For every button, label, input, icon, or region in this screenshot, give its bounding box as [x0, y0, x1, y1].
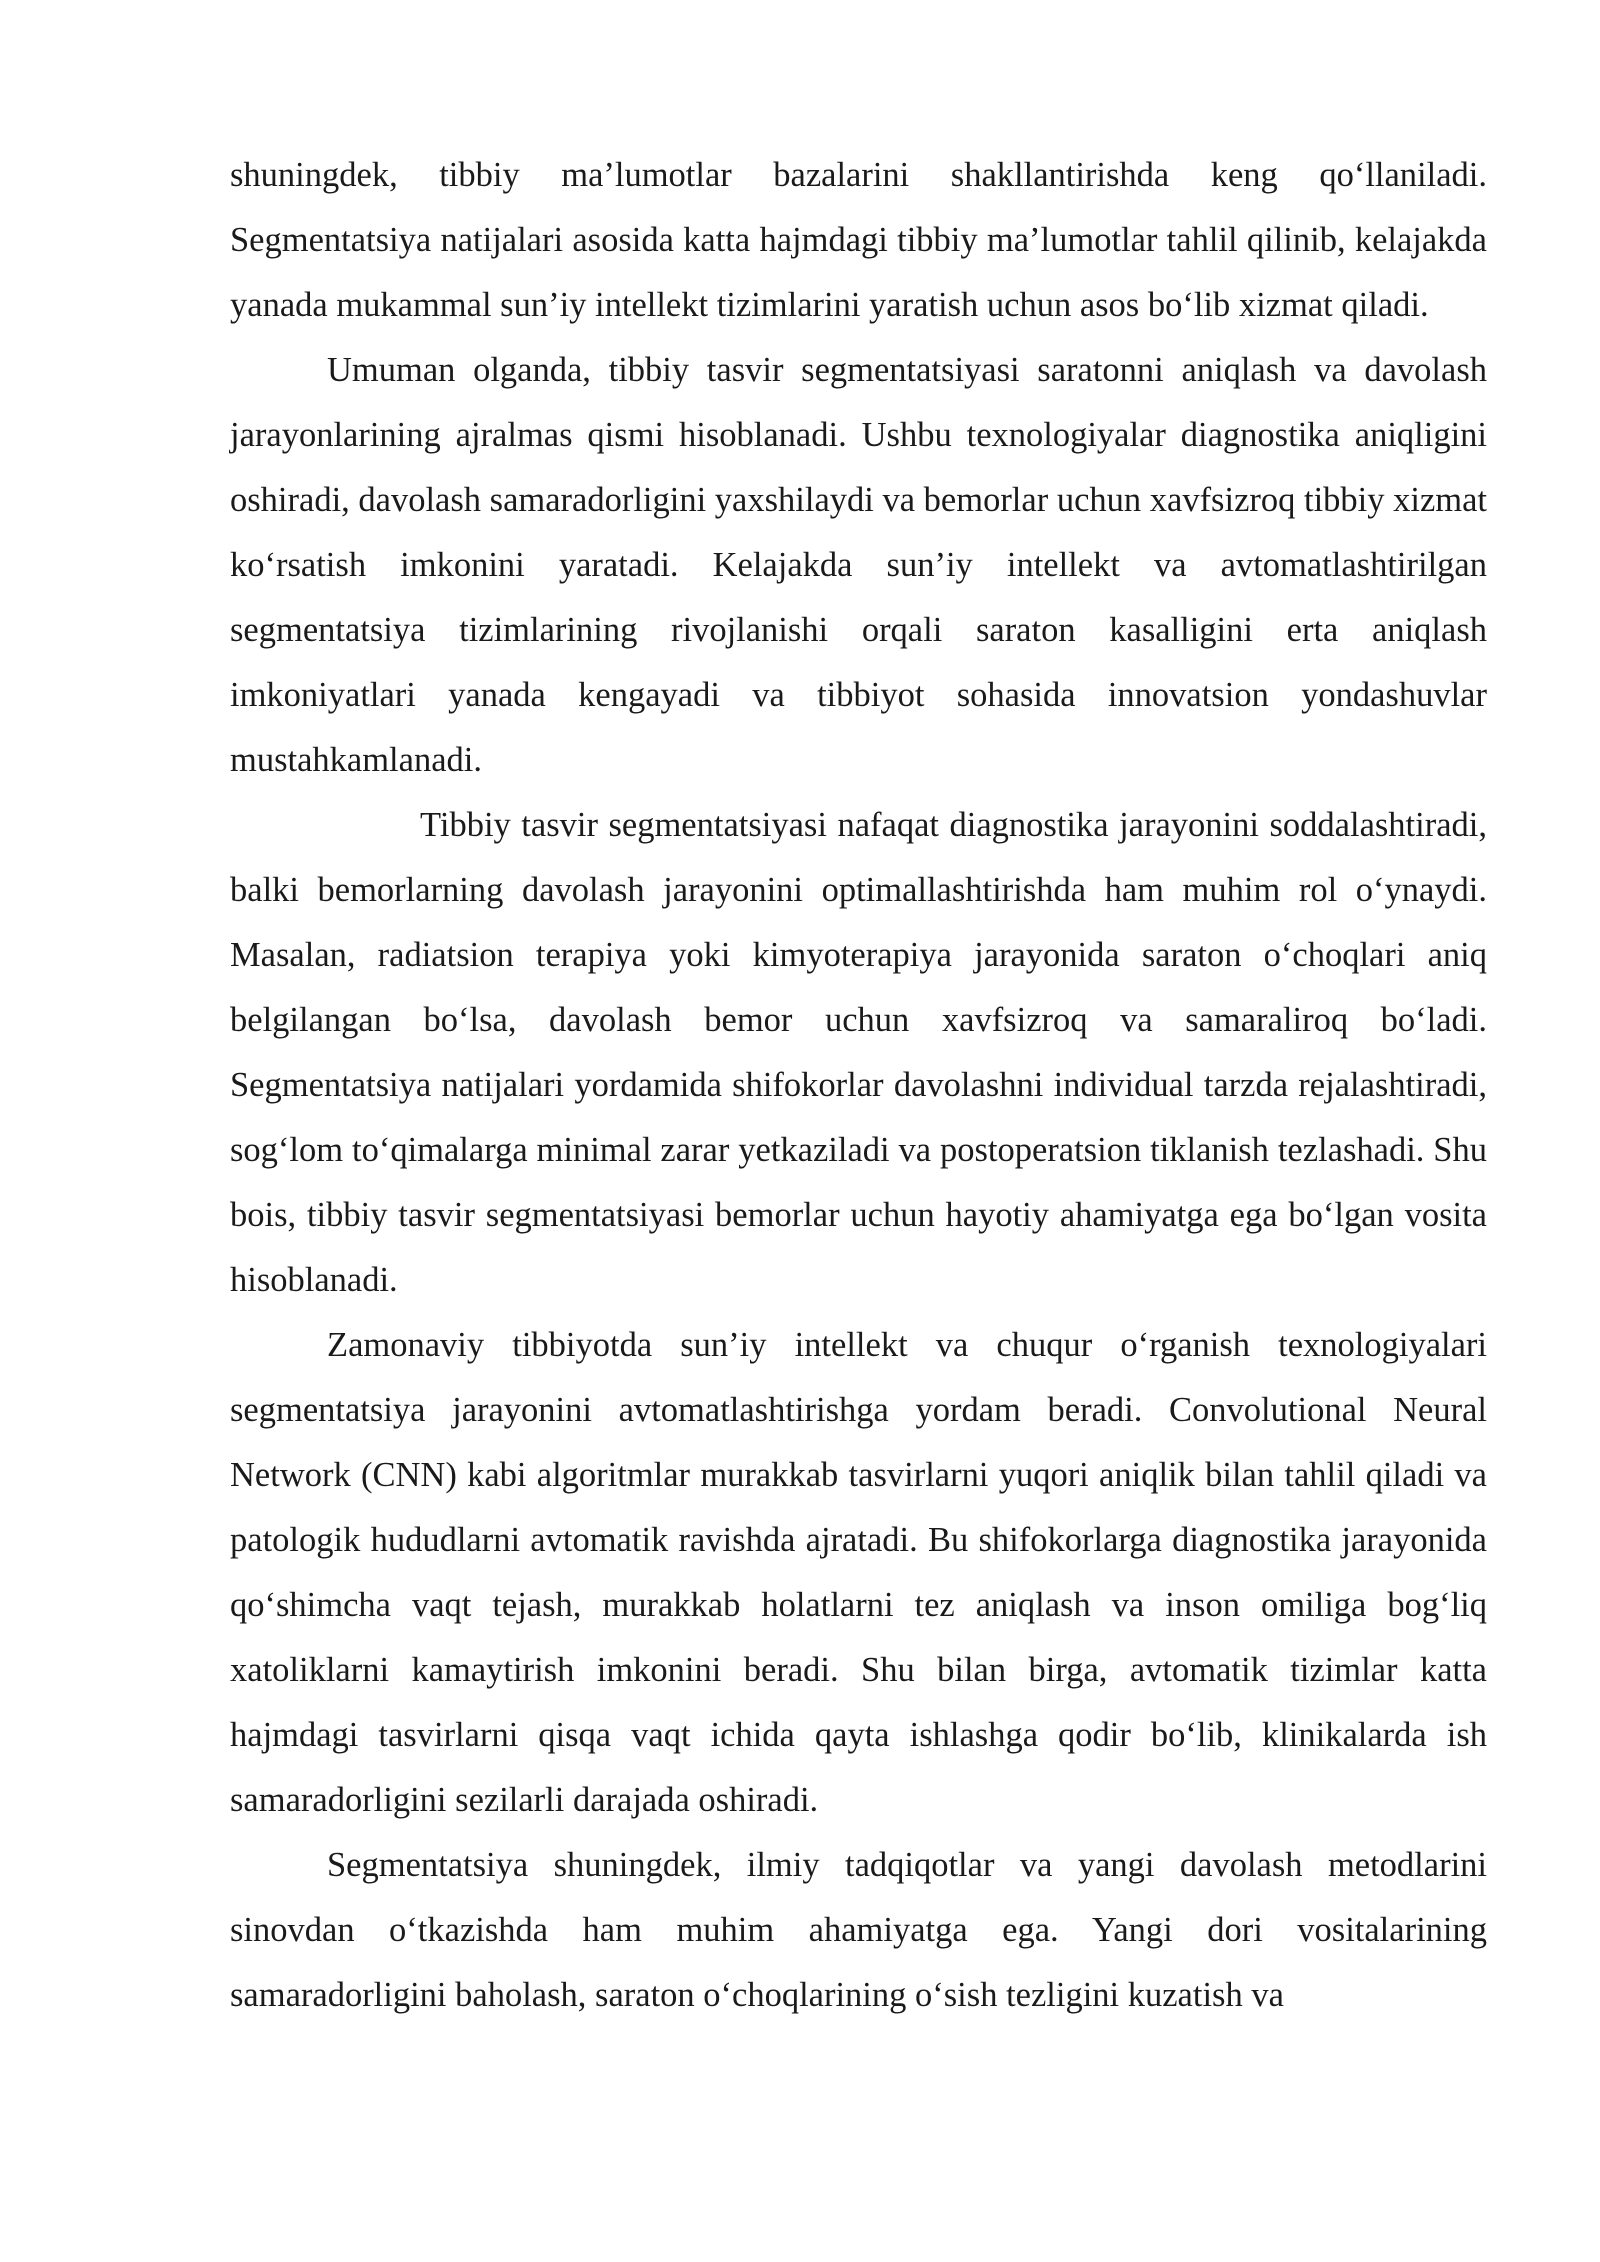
- paragraph-treatment: Tibbiy tasvir segmentatsiyasi nafaqat diagnostika jarayonini soddalashtiradi, balki bemorlarning davolash jarayonini optimallashtirishda ham muhim rol o‘ynaydi. Masalan, radiatsion terapiya yoki kimyoterapiya jarayonida saraton o‘choqlari aniq belgilangan bo‘lsa, davolash bemor uchun xavfsizroq va samaraliroq bo‘ladi. Segmentatsiya natijalari yordamida shifokorlar davolashni individual tarzda rejalashtiradi, sog‘lom to‘qimalarga minimal zarar yetkaziladi va postoperatsion tiklanish tezlashadi. Shu bois, tibbiy tasvir segmentatsiyasi bemorlar uchun hayotiy ahamiyatga ega bo‘lgan vosita hisoblanadi.: [230, 806, 1487, 1299]
- paragraph-continuation: shuningdek, tibbiy ma’lumotlar bazalarini shakllantirishda keng qo‘llaniladi. Segmentatsiya natijalari asosida katta hajmdagi tibbiy ma’lumotlar tahlil qilinib, kelajakda yanada mukammal sun’iy intellekt tizimlarini yaratish uchun asos bo‘lib xizmat qiladi.: [230, 156, 1487, 324]
- paragraph-research: Segmentatsiya shuningdek, ilmiy tadqiqotlar va yangi davolash metodlarini sinovdan o‘tkazishda ham muhim ahamiyatga ega. Yangi dori vositalarining samaradorligini baholash, saraton o‘choqlarining o‘sish tezligini kuzatish va: [230, 1846, 1487, 2014]
- document-page: [230, 143, 1487, 2028]
- paragraph-ai-technologies: Zamonaviy tibbiyotda sun’iy intellekt va chuqur o‘rganish texnologiyalari segmentatsiya jarayonini avtomatlashtirishga yordam beradi. Convolutional Neural Network (CNN) kabi algoritmlar murakkab tasvirlarni yuqori aniqlik bilan tahlil qiladi va patologik hududlarni avtomatik ravishda ajratadi. Bu shifokorlarga diagnostika jarayonida qo‘shimcha vaqt tejash, murakkab holatlarni tez aniqlash va inson omiliga bog‘liq xatoliklarni kamaytirish imkonini beradi. Shu bilan birga, avtomatik tizimlar katta hajmdagi tasvirlarni qisqa vaqt ichida qayta ishlashga qodir bo‘lib, klinikalarda ish samaradorligini sezilarli darajada oshiradi.: [230, 1326, 1487, 1819]
- paragraph-conclusion: Umuman olganda, tibbiy tasvir segmentatsiyasi saratonni aniqlash va davolash jarayonlarining ajralmas qismi hisoblanadi. Ushbu texnologiyalar diagnostika aniqligini oshiradi, davolash samaradorligini yaxshilaydi va bemorlar uchun xavfsizroq tibbiy xizmat ko‘rsatish imkonini yaratadi. Kelajakda sun’iy intellekt va avtomatlashtirilgan segmentatsiya tizimlarining rivojlanishi orqali saraton kasalligini erta aniqlash imkoniyatlari yanada kengayadi va tibbiyot sohasida innovatsion yondashuvlar mustahkamlanadi.: [230, 351, 1488, 779]
